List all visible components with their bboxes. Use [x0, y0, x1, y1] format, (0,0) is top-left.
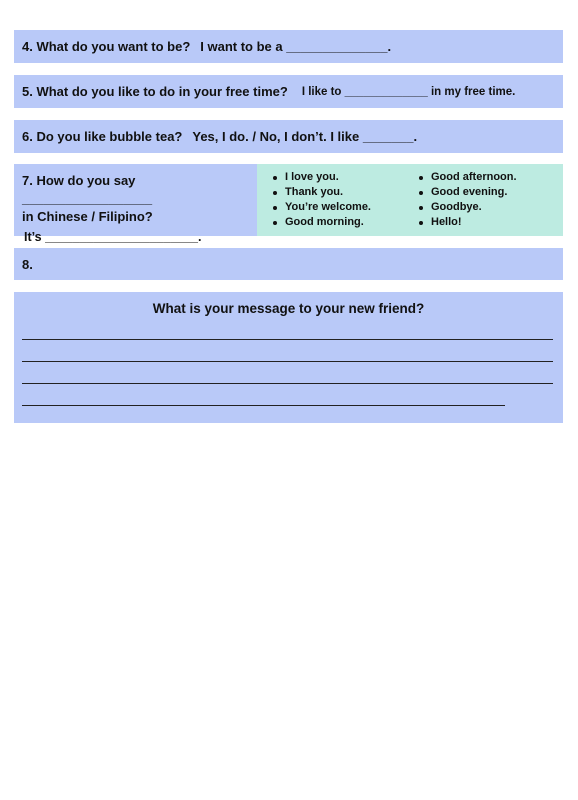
message-title: What is your message to your new friend?: [152, 301, 425, 316]
question-4-text: 4. What do you want to be?: [22, 39, 191, 54]
question-7-row: [14, 164, 563, 244]
question-8-text: 8.: [22, 256, 33, 272]
question-5-row: [14, 75, 563, 108]
question-5-text: 5. What do you like to do in your free time?: [22, 84, 288, 99]
writing-line[interactable]: [22, 318, 553, 340]
option-item: Thank you.: [271, 185, 417, 200]
question-6-row: [14, 120, 563, 153]
option-item: I love you.: [271, 170, 417, 185]
writing-line[interactable]: [22, 384, 505, 406]
question-7-line1[interactable]: 7. How do you say __________________: [22, 173, 153, 206]
option-item: Good evening.: [417, 185, 563, 200]
question-7-line2: in Chinese / Filipino?: [22, 209, 153, 224]
question-4-answer-field[interactable]: I want to be a ______________.: [200, 39, 392, 54]
option-item: Good morning.: [271, 215, 417, 230]
option-item: You’re welcome.: [271, 200, 417, 215]
question-7-options-box: [257, 164, 563, 236]
question-8-row[interactable]: [14, 248, 563, 280]
message-writing-area[interactable]: [14, 318, 563, 406]
options-column-2: [417, 170, 563, 236]
option-item: Hello!: [417, 215, 563, 230]
question-7-prompt: [14, 164, 257, 244]
option-item: Good afternoon.: [417, 170, 563, 185]
writing-line[interactable]: [22, 340, 553, 362]
writing-line[interactable]: [22, 362, 553, 384]
question-7-answer-field[interactable]: It’s ______________________.: [24, 230, 202, 244]
message-section: [14, 292, 563, 423]
question-4-row: [14, 30, 563, 63]
options-column-1: [271, 170, 417, 236]
question-5-answer-field[interactable]: I like to _____________ in my free time.: [301, 85, 516, 98]
question-6-text: 6. Do you like bubble tea?: [22, 129, 183, 144]
option-item: Goodbye.: [417, 200, 563, 215]
question-6-answer-field[interactable]: Yes, I do. / No, I don’t. I like _______.: [192, 129, 418, 144]
